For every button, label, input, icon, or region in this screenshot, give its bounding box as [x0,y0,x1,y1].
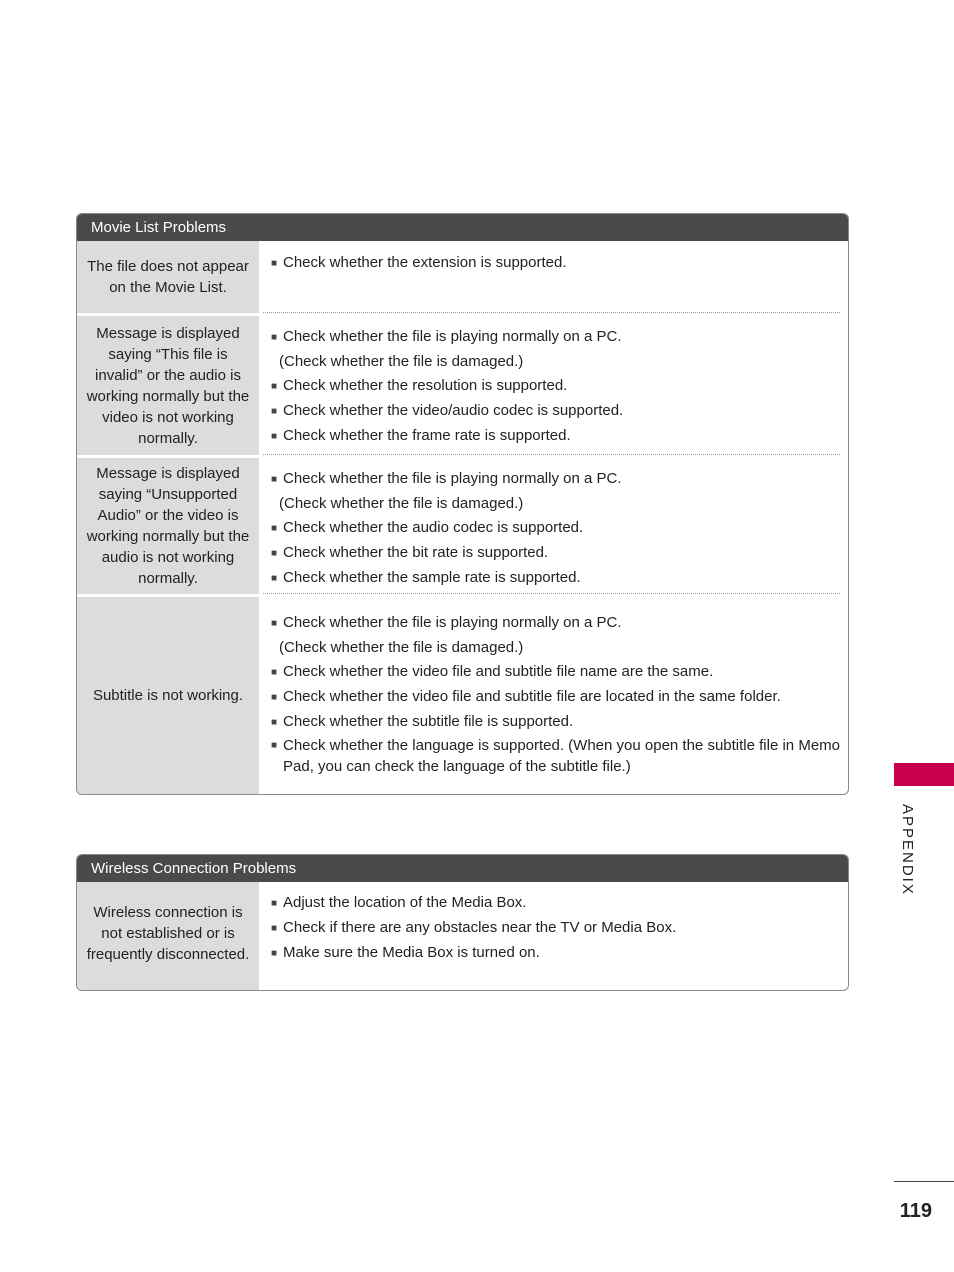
appendix-section-label: APPENDIX [899,804,916,896]
solution-item: ■ Make sure the Media Box is turned on. [271,941,840,966]
table-row [77,597,848,794]
problem-cell [77,882,259,990]
problem-text: Message is displayed saying “This file is invalid” or the audio is working normally but the video is not working normally. [86,324,250,447]
problem-cell [77,597,259,794]
bullet-icon: ■ [271,898,278,909]
page-number-rule [894,1181,954,1182]
solution-item: ■ Check whether the sample rate is supported. [271,566,840,591]
bullet-icon: ■ [271,474,278,485]
bullet-icon: ■ [271,667,278,678]
bullet-icon: ■ [271,740,278,751]
solution-item: ■ Check whether the extension is supported. [271,251,840,276]
solution-item: ■ Check whether the file is playing normally on a PC. [271,611,840,636]
movie-list-problems-table [76,213,849,795]
solution-cell [259,458,848,594]
solution-item: ■ Check whether the audio codec is supported. [271,516,840,541]
page-number: 119 [899,1200,932,1222]
solution-item: ■ Check whether the language is supported. (When you open the subtitle file in Memo Pad, you can check the language of the subtitle file.) [271,737,840,775]
solution-item: ■ Check whether the video file and subtitle file name are the same. [271,660,840,685]
solution-item: ■ Check whether the file is playing normally on a PC. [271,325,840,350]
bullet-icon: ■ [271,548,278,559]
solution-cell [259,241,848,313]
solution-cell [259,882,848,990]
solution-item: ■ Adjust the location of the Media Box. [271,891,840,916]
bullet-icon: ■ [271,948,278,959]
table-row [77,458,848,594]
solution-item: ■ Check whether the frame rate is supported. [271,424,840,449]
bullet-icon: ■ [271,406,278,417]
bullet-icon: ■ [271,523,278,534]
solution-item: ■ Check if there are any obstacles near the TV or Media Box. [271,916,840,941]
solution-cell [259,597,848,794]
problem-text: Subtitle is not working. [92,687,244,704]
solution-note: (Check whether the file is damaged.) [279,639,524,656]
solution-item: ■ Check whether the video/audio codec is supported. [271,399,840,424]
table-row [77,241,848,313]
bullet-icon: ■ [271,618,278,629]
solution-item: ■ Check whether the resolution is supported. [271,374,840,399]
solution-note: (Check whether the file is damaged.) [279,495,524,512]
movie-list-problems-header: Movie List Problems [77,214,848,241]
bullet-icon: ■ [271,692,278,703]
row-divider [263,454,840,455]
problem-text: Message is displayed saying “Unsupported Audio” or the video is working normally but the audio is not working normally. [86,465,250,587]
appendix-tab-marker [894,763,954,786]
problem-cell [77,458,259,594]
problem-text: The file does not appear on the Movie List. [87,258,249,296]
table-row [77,316,848,455]
solution-item: ■ Check whether the file is playing normally on a PC. [271,467,840,492]
bullet-icon: ■ [271,923,278,934]
wireless-connection-problems-table [76,854,849,991]
wireless-connection-problems-header: Wireless Connection Problems [77,855,848,882]
bullet-icon: ■ [271,573,278,584]
solution-item: ■ Check whether the subtitle file is supported. [271,710,840,735]
row-divider [263,312,840,313]
bullet-icon: ■ [271,332,278,343]
problem-text: Wireless connection is not established or is frequently disconnected. [86,903,250,963]
solution-note: (Check whether the file is damaged.) [279,353,524,370]
bullet-icon: ■ [271,431,278,442]
problem-cell [77,316,259,455]
row-divider [263,593,840,594]
bullet-icon: ■ [271,717,278,728]
table-row [77,882,848,990]
solution-item: ■ Check whether the bit rate is supported. [271,541,840,566]
bullet-icon: ■ [271,258,278,269]
problem-cell [77,241,259,313]
bullet-icon: ■ [271,381,278,392]
solution-item: ■ Check whether the video file and subtitle file are located in the same folder. [271,685,840,710]
solution-cell [259,316,848,455]
